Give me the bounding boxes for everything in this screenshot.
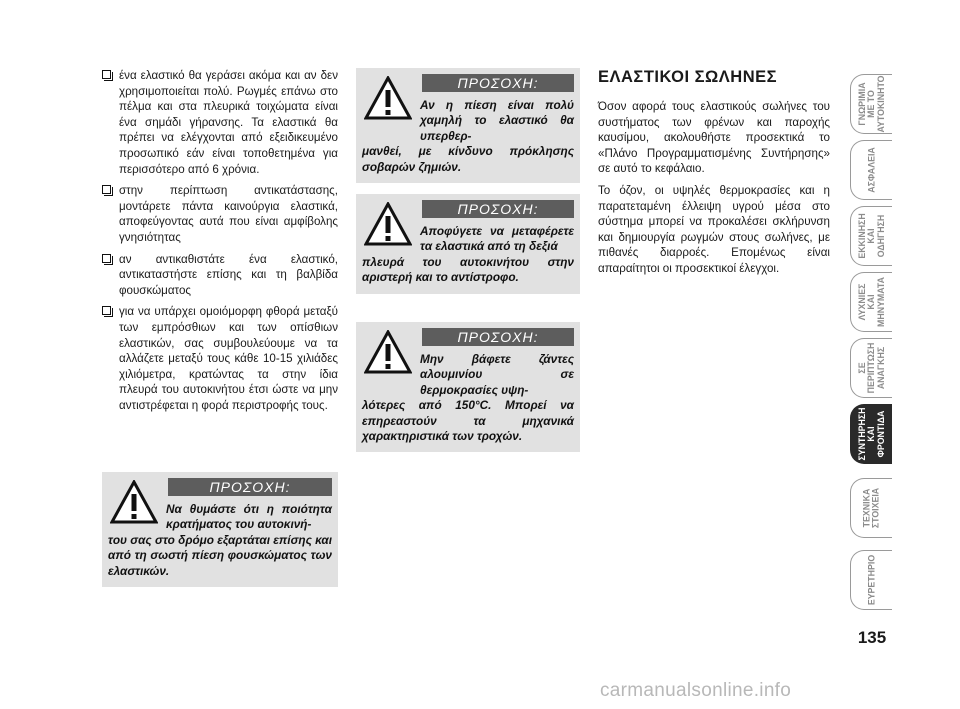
warning-text-continued: πλευρά του αυτοκινήτου στην αριστερή και το αντίστροφο. bbox=[362, 254, 574, 285]
warning-text: Αποφύγετε να μεταφέρετε τα ελαστικά από τη δεξιά bbox=[420, 224, 574, 254]
checkbox-bullet-icon bbox=[102, 254, 111, 263]
left-column bbox=[102, 68, 338, 578]
warning-text: Να θυμάστε ότι η ποιότητα κρατήματος του αυτοκινή- bbox=[166, 502, 332, 532]
tab-technical-data[interactable]: ΤΕΧΝΙΚΑ ΣΤΟΙΧΕΙΑ bbox=[850, 478, 892, 538]
page-number: 135 bbox=[857, 628, 887, 647]
tab-emergency[interactable]: ΣΕ ΠΕΡΙΠΤΩΣΗ ΑΝΑΓΚΗΣ bbox=[850, 338, 892, 398]
paragraph: Το όζον, οι υψηλές θερμοκρασίες και η παρατεταμένη έλλειψη υγρού μέσα στο σύστημα μπορεί να προκαλέσει σκλήρυνση και δημιουργία ρωγμών στους σωλήνες, με πιθανές διαρροές. Επομένως είναι απαραίτητοι οι προσεκτικοί έλεγχοι. bbox=[598, 183, 830, 275]
tab-index[interactable]: ΕΥΡΕΤΗΡΙΟ bbox=[850, 550, 892, 610]
warning-text: Μην βάφετε ζάντες αλουμινίου σε θερμοκρασίες υψη- bbox=[420, 352, 574, 397]
warning-triangle-icon bbox=[364, 76, 412, 120]
checkbox-bullet-icon bbox=[102, 70, 111, 79]
tab-starting-driving[interactable]: ΕΚΚΙΝΗΣΗ ΚΑΙ ΟΔΗΓΗΣΗ bbox=[850, 206, 892, 266]
warning-text: Αν η πίεση είναι πολύ χαμηλή το ελαστικό θα υπερθερ- bbox=[420, 98, 574, 143]
tab-maintenance-care[interactable]: ΣΥΝΤΗΡΗΣΗ ΚΑΙ ΦΡΟΝΤΙΔΑ bbox=[850, 404, 892, 464]
warning-label: ΠΡΟΣΟΧΗ: bbox=[168, 478, 332, 496]
warning-box bbox=[356, 194, 580, 294]
warning-text-continued: μανθεί, με κίνδυνο πρόκλησης σοβαρών ζημιών. bbox=[362, 144, 574, 174]
warning-triangle-icon bbox=[364, 202, 412, 246]
warning-label: ΠΡΟΣΟΧΗ: bbox=[422, 74, 574, 92]
right-column bbox=[598, 68, 830, 283]
warning-text-continued: του σας στο δρόμο εξαρτάται επίσης και από τη σωστή πίεση φουσκώματος των ελαστικών. bbox=[108, 532, 332, 578]
warning-box bbox=[102, 472, 338, 587]
warning-label: ΠΡΟΣΟΧΗ: bbox=[422, 200, 574, 218]
warning-box bbox=[356, 68, 580, 183]
list-item: στην περίπτωση αντικατάστασης, μοντάρετε πάντα καινούργια ελαστικά, αποφεύγοντας αυτά που είναι αμφίβολης γνησιότητας bbox=[102, 183, 338, 245]
tab-safety[interactable]: ΑΣΦΑΛΕΙΑ bbox=[850, 140, 892, 200]
checkbox-bullet-icon bbox=[102, 306, 111, 315]
tab-lamps-messages[interactable]: ΛΥΧΝΙΕΣ ΚΑΙ ΜΗΝΥΜΑΤΑ bbox=[850, 272, 892, 332]
section-title: ΕΛΑΣΤΙΚΟΙ ΣΩΛΗΝΕΣ bbox=[598, 68, 778, 86]
warning-triangle-icon bbox=[110, 480, 158, 524]
checkbox-bullet-icon bbox=[102, 185, 111, 194]
warning-label: ΠΡΟΣΟΧΗ: bbox=[422, 328, 574, 346]
warning-box bbox=[356, 322, 580, 452]
warning-triangle-icon bbox=[364, 330, 412, 374]
list-item: για να υπάρχει ομοιόμορφη φθορά μεταξύ των εμπρόσθιων και των οπίσθιων ελαστικών, σας συμβουλεύουμε να τα αλλάζετε μεταξύ τους κάθε 10-15 χιλιάδες χιλιόμετρα, κρατώντας τα στην ίδια πλευρά του αυτοκινήτου έτσι ώστε να μην αντιστρέφεται η φορά περιστροφής τους. bbox=[102, 304, 338, 413]
tab-getting-to-know[interactable]: ΓΝΩΡΙΜΙΑ ΜΕ ΤΟ ΑΥΤΟΚΙΝΗΤΟ bbox=[850, 74, 892, 134]
list-item: ένα ελαστικό θα γεράσει ακόμα και αν δεν χρησιμοποιείται πολύ. Ρωγμές επάνω στο πέλμα και στα πλευρικά τοιχώματα είναι ένα σημάδι γήρανσης. Τα ελαστικά θα πρέπει να ελέγχονται από εξειδικευμένο προσωπικό εάν είναι τοποθετημένα για περισσότερο από 6 χρόνια. bbox=[102, 68, 338, 177]
warning-text-continued: λότερες από 150°C. Μπορεί να επηρεαστούν τα μηχανικά χαρακτηριστικά των τροχών. bbox=[362, 398, 574, 444]
paragraph: Όσον αφορά τους ελαστικούς σωλήνες του συστήματος των φρένων και παροχής καυσίμου, ακολουθήστε προσεκτικά το «Πλάνο Προγραμματισμένης Συντήρησης» σε αυτό το κεφάλαιο. bbox=[598, 100, 830, 176]
list-item: αν αντικαθιστάτε ένα ελαστικό, αντικαταστήστε επίσης και τη βαλβίδα φουσκώματος bbox=[102, 252, 338, 299]
watermark: carmanualsonline.info bbox=[600, 680, 792, 701]
